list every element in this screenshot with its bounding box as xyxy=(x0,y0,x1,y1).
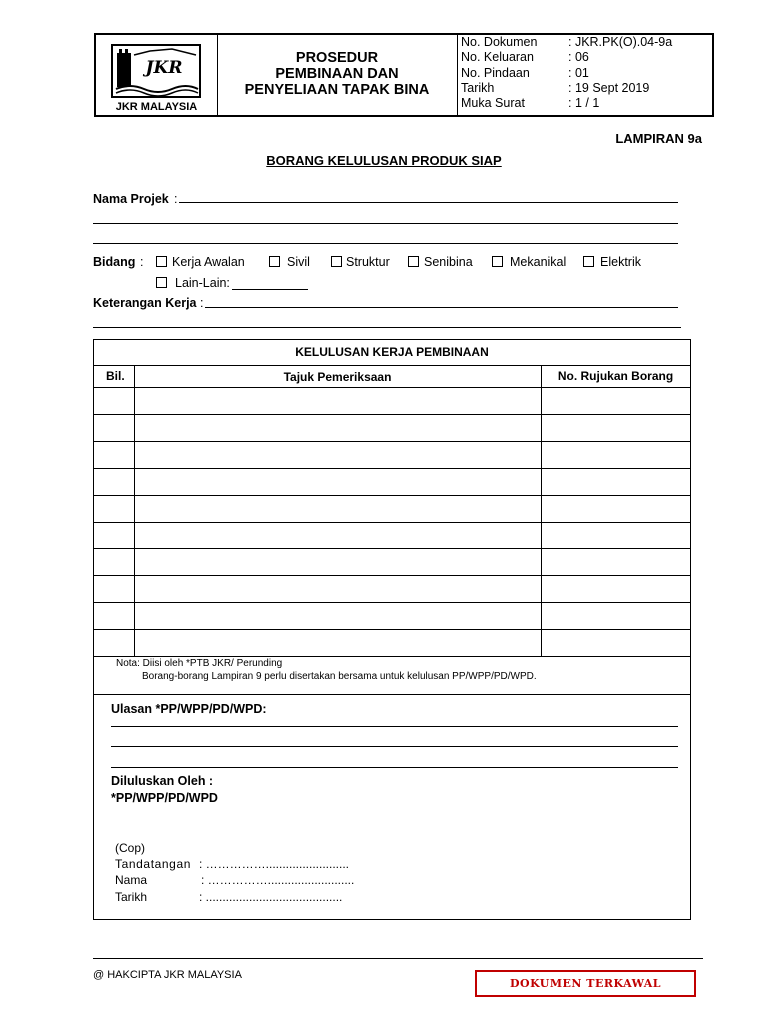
meta-value: : 1 / 1 xyxy=(568,96,600,110)
comments-field-line-3[interactable] xyxy=(111,767,678,768)
kerja-awalan-checkbox[interactable] xyxy=(156,256,167,267)
title-line-3: PENYELIAAN TAPAK BINA xyxy=(244,82,430,98)
project-name-colon: : xyxy=(174,192,178,206)
title-line-1: PROSEDUR xyxy=(295,50,379,66)
work-description-field[interactable] xyxy=(205,307,678,308)
note-line-1: Nota: Diisi oleh *PTB JKR/ Perunding xyxy=(116,658,283,669)
name-field[interactable]: : …………….......................... xyxy=(201,873,355,887)
struktur-checkbox[interactable] xyxy=(331,256,342,267)
divider xyxy=(94,365,690,366)
comments-field-line-2[interactable] xyxy=(111,746,678,747)
project-name-field-line-3[interactable] xyxy=(93,243,678,244)
org-name: JKR MALAYSIA xyxy=(115,101,198,113)
table-row[interactable] xyxy=(94,414,690,441)
project-name-field[interactable] xyxy=(179,202,678,203)
comments-field-line-1[interactable] xyxy=(111,726,678,727)
sivil-label: Sivil xyxy=(287,255,310,269)
approved-by-role: *PP/WPP/PD/WPD xyxy=(111,791,218,805)
meta-key: No. Pindaan xyxy=(461,66,530,80)
date-label: Tarikh xyxy=(115,890,148,904)
meta-key: No. Dokumen xyxy=(461,35,538,49)
document-meta xyxy=(457,35,712,115)
title-line-2: PEMBINAAN DAN xyxy=(275,66,399,82)
meta-value: : 19 Sept 2019 xyxy=(568,81,650,95)
table-row[interactable] xyxy=(94,468,690,495)
elektrik-label: Elektrik xyxy=(600,255,641,269)
meta-key: No. Keluaran xyxy=(461,50,534,64)
table-row[interactable] xyxy=(94,522,690,548)
lain-lain-field[interactable] xyxy=(232,289,308,290)
elektrik-checkbox[interactable] xyxy=(583,256,594,267)
field-label: Bidang xyxy=(93,255,136,269)
document-header xyxy=(94,33,714,117)
table-row[interactable] xyxy=(94,602,690,629)
copyright: @ HAKCIPTA JKR MALAYSIA xyxy=(93,969,242,981)
mekanikal-checkbox[interactable] xyxy=(492,256,503,267)
stamp-label: (Cop) xyxy=(115,841,146,855)
procedure-title-cell xyxy=(217,35,458,115)
meta-value: : JKR.PK(O).04-9a xyxy=(568,35,673,49)
table-row[interactable] xyxy=(94,441,690,468)
table-row[interactable] xyxy=(94,548,690,575)
table-heading: KELULUSAN KERJA PEMBINAAN xyxy=(295,345,489,359)
appendix-label: LAMPIRAN 9a xyxy=(615,131,702,146)
column-header-bil: Bil. xyxy=(106,369,125,383)
column-header-rujukan: No. Rujukan Borang xyxy=(557,369,674,383)
controlled-document-stamp: DOKUMEN TERKAWAL xyxy=(475,970,696,997)
table-row[interactable] xyxy=(94,629,690,656)
column-header-tajuk: Tajuk Pemeriksaan xyxy=(283,370,392,384)
senibina-checkbox[interactable] xyxy=(408,256,419,267)
footer-rule xyxy=(93,958,703,959)
field-label-colon: : xyxy=(140,255,144,269)
comments-label: Ulasan *PP/WPP/PD/WPD: xyxy=(111,702,267,716)
signature-label: Tandatangan xyxy=(115,857,191,871)
kerja-awalan-label: Kerja Awalan xyxy=(172,255,245,269)
logo-cell xyxy=(96,35,218,115)
mekanikal-label: Mekanikal xyxy=(510,255,567,269)
form-title xyxy=(0,153,768,168)
project-name-field-line-2[interactable] xyxy=(93,223,678,224)
divider xyxy=(94,694,690,695)
table-row[interactable] xyxy=(94,495,690,522)
note-line-2: Borang-borang Lampiran 9 perlu disertakan bersama untuk kelulusan PP/WPP/PD/WPD. xyxy=(142,671,537,682)
signature-field[interactable]: : ……………......................... xyxy=(199,857,350,871)
meta-value: : 01 xyxy=(568,66,589,80)
lain-lain-checkbox[interactable] xyxy=(156,277,167,288)
senibina-label: Senibina xyxy=(424,255,473,269)
project-name-label: Nama Projek xyxy=(93,192,169,206)
table-row[interactable] xyxy=(94,575,690,602)
meta-value: : 06 xyxy=(568,50,589,64)
meta-key: Tarikh xyxy=(461,81,495,95)
sivil-checkbox[interactable] xyxy=(269,256,280,267)
work-description-field-line-2[interactable] xyxy=(93,327,681,328)
logo-lettering: JKR xyxy=(145,58,183,78)
procedure-title xyxy=(217,50,457,98)
work-description-label: Keterangan Kerja xyxy=(93,296,197,310)
lain-lain-label: Lain-Lain: xyxy=(175,276,230,290)
table-row[interactable] xyxy=(94,387,690,414)
meta-key: Muka Surat xyxy=(461,96,525,110)
name-label: Nama xyxy=(115,873,148,887)
struktur-label: Struktur xyxy=(346,255,390,269)
work-description-colon: : xyxy=(200,296,204,310)
date-field[interactable]: : ......................................... xyxy=(199,890,343,904)
jkr-logo xyxy=(110,43,202,99)
form-title-text: BORANG KELULUSAN PRODUK SIAP xyxy=(266,153,502,168)
approval-table xyxy=(93,339,691,920)
approved-by-label: Diluluskan Oleh : xyxy=(111,774,214,788)
row-divider xyxy=(94,656,690,657)
